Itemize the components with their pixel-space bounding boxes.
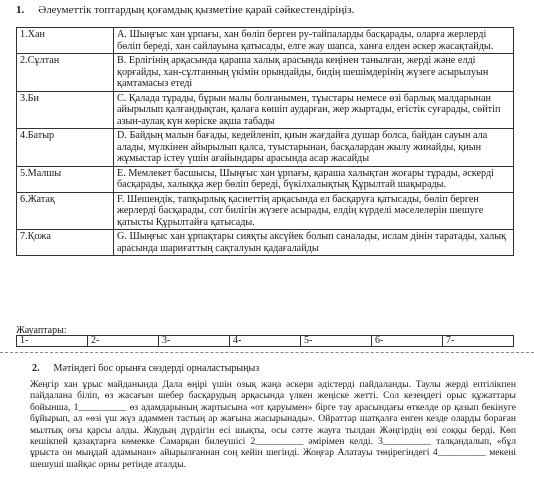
matching-table <box>16 27 514 256</box>
matching-row <box>17 129 514 167</box>
description-cell: Е. Мемлекет басшысы, Шыңғыс хан ұрпағы, қараша халықтан жоғары тұрады, әскерді басқарады, халыққа жер бөліп береді, бүкілхалықтық Құрылтай шақырады. <box>114 166 514 192</box>
description-cell: F. Шешендік, тапқырлық қасиеттің арқасында ел басқаруға қатысады, бөліп берген жерлерді басқарады, сот билігін жүзеге асырады, елдің күрделі мәселелерін шешуге қатысты Құрылтайға қатысады. <box>114 192 514 230</box>
question-1-text: Әлеуметтік топтардың қоғамдық қызметіне қарай сәйкестендіріңіз. <box>38 4 355 16</box>
group-name-cell: 3.Би <box>17 91 114 129</box>
group-name-cell: 7.Қожа <box>17 230 114 256</box>
group-name-cell: 6.Жатақ <box>17 192 114 230</box>
description-cell: В. Ерлігінің арқасында қараша халық арасында кеңінен танылған, жерді және елді қорғайды, хан-сұлтанның үкімін орындайды, бидің шешімдерінің жүзеге асырылуын қамтамасыз етеді <box>114 54 514 92</box>
question-2-paragraph: Жеңгір хан ұрыс майданында Дала өңірі үшін озық жаңа әскери әдістерді пайдаланды. Таулы жерді ептілікпен пайдалана біліп, өз жасағын шебер басқарудың арқасында үлкен жеңіске жетті. Сол кезеңдегі орыс құжаттары бойынша, 1__________ өз адамдарының жартысына «от қаруымен» бірге тау арасындағы өткелде ор қазып бекінуге бұйырып, ал «өзі үш жүз адаммен тастың ар жағына жасырынады». Ойраттар шатқалға енген кезде оларды бораған мылтық оғы қарсы алды. Жаудың дүрдігін есі шықты, осы сәтте жауға тылдан Жәңгірдің өзі соққы берді. Көп кешікпей қазақтарға көмекке Самарқан билеушісі 2__________ әмірімен келді. 3__________ талқандалып, «бұл ұрыста он мыңдай адамынан» айырылғаннан соң кейін шегінді. Жоңғар Алатауы төңірегіндегі 4__________ мекені шешуші шайқас орны ретінде аталды. <box>30 379 516 470</box>
matching-row <box>17 54 514 92</box>
section-divider <box>0 352 534 353</box>
matching-row <box>17 91 514 129</box>
answers-label: Жауаптары: <box>16 325 67 336</box>
answer-cell[interactable]: 2- <box>88 336 159 347</box>
description-cell: С. Қалада тұрады, бұрын малы болғанымен, тұыстары немесе өзі барлық малдарынан айырылып қалғандықтан, қалаға көшіп аударған, жер жыртады, егістік суғарады, сөйтіп азын-аулақ күн көріске ақша табады <box>114 91 514 129</box>
answers-table <box>16 335 514 347</box>
matching-row <box>17 230 514 256</box>
matching-row <box>17 28 514 54</box>
group-name-cell: 1.Хан <box>17 28 114 54</box>
question-1-title <box>16 4 354 16</box>
answer-cell[interactable]: 7- <box>443 336 514 347</box>
group-name-cell: 2.Сұлтан <box>17 54 114 92</box>
description-cell: G. Шыңғыс хан ұрпақтары сияқты аксүйек болып саналады, ислам дінін таратады, халық арасында шариғаттың сақталуын қадағалайды <box>114 230 514 256</box>
group-name-cell: 4.Батыр <box>17 129 114 167</box>
matching-row <box>17 192 514 230</box>
answer-cell[interactable]: 1- <box>17 336 88 347</box>
answer-cell[interactable]: 4- <box>230 336 301 347</box>
answer-cell[interactable]: 6- <box>372 336 443 347</box>
answer-cell[interactable]: 3- <box>159 336 230 347</box>
question-2-title <box>32 363 259 374</box>
group-name-cell: 5.Малшы <box>17 166 114 192</box>
question-2-number: 2. <box>32 363 40 374</box>
question-2-text: Мәтіндегі бос орынға сөздерді орналастырыңыз <box>53 363 260 374</box>
description-cell: D. Байдың малын бағады, кедейленіп, қиын жағдайға душар болса, байдан сауын ала алады, мүлкінен айырылып қалса, туыстарынан, басқалардан жылу жинайды, қиын жұмыстар істеу үшін ағайындары арасында асар жасайды <box>114 129 514 167</box>
matching-row <box>17 166 514 192</box>
description-cell: А. Шыңғыс хан ұрпағы, хан бөліп берген ру-тайпаларды басқарады, оларға жерлерді бөліп береді, хан сайлауына қатысады, елге жау шапса, ханға елден әскер жасақтайды. <box>114 28 514 54</box>
answer-cell[interactable]: 5- <box>301 336 372 347</box>
question-1-number: 1. <box>16 4 25 16</box>
